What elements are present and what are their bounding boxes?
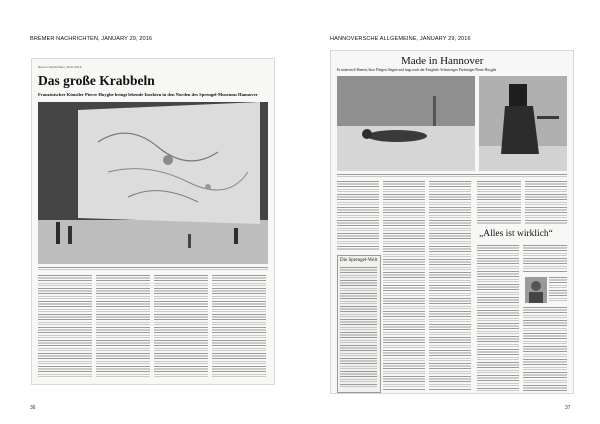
left-clip-photo <box>38 102 268 264</box>
right-photo-caption <box>337 174 567 177</box>
gallery-projection-image <box>38 102 268 264</box>
right-clip-photo-main <box>337 76 475 171</box>
side-story-text <box>340 267 377 387</box>
portrait-image <box>525 277 547 303</box>
right-clip-column-1-top <box>337 181 379 251</box>
right-clip-subtitle: Er unterwirft Bienen, lässt Fliegen fliegen und fragt nach der Ewigkeit: Schwieriges Preisträger Pierre Huyghe <box>337 68 497 72</box>
left-clip-subtitle: Französischer Künstler Pierre Huyghe bringt lebende Insekten in den Norden des Sprengel-Museums Hannover <box>38 92 258 97</box>
side-story-box <box>337 255 381 393</box>
quote-headline: „Alles ist wirklich“ <box>479 229 553 239</box>
left-clip-column-1 <box>38 275 92 379</box>
left-clip-source: Bremer Nachrichten, 29.01.2016 <box>38 65 82 69</box>
portrait-photo <box>525 277 547 303</box>
right-clipping <box>330 50 574 394</box>
right-clip-column-4-top <box>477 181 521 225</box>
right-clip-photo-side <box>479 76 567 171</box>
right-clip-column-3 <box>429 181 471 391</box>
left-clip-column-3 <box>154 275 208 379</box>
right-clip-column-5-top <box>525 181 567 225</box>
right-clip-column-5b <box>523 307 567 391</box>
right-page-number: 37 <box>565 405 571 411</box>
left-clip-column-4 <box>212 275 266 379</box>
portrait-caption <box>549 277 567 303</box>
left-page-header: BREMER NACHRICHTEN, JANUARY 29, 2016 <box>30 36 153 42</box>
right-clip-column-4 <box>477 245 519 391</box>
left-photo-caption <box>38 267 268 270</box>
left-clip-title: Das große Krabbeln <box>38 73 155 88</box>
masked-figure-image <box>479 76 567 171</box>
left-clipping <box>31 58 275 385</box>
floor-performer-image <box>337 76 475 171</box>
side-story-headline: Die Sprengel-Welt <box>340 258 378 263</box>
left-page-number: 36 <box>30 405 36 411</box>
right-clip-title: Made in Hannover <box>401 55 484 67</box>
left-clip-column-2 <box>96 275 150 379</box>
right-clip-column-5a <box>523 245 567 273</box>
right-clip-column-2 <box>383 181 425 391</box>
right-page-header: HANNOVERSCHE ALLGEMEINE, JANUARY 29, 2016 <box>330 36 471 42</box>
